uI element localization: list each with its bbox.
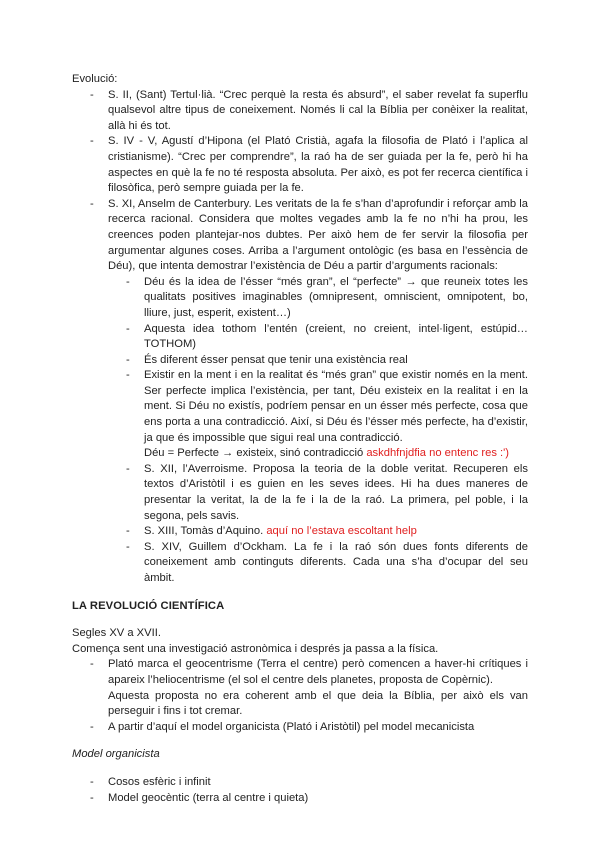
bullet-dash: - [126, 353, 130, 366]
sub-list-item [72, 462, 528, 524]
list-item-text: S. II, (Sant) Tertul·lià. “Crec perquè la resta és absurd”, el saber revelat fa superflu qualsevol altre tipus de coneixement. Només li cal la Bíblia per conèixer la realitat, allà hi és tot. [108, 88, 528, 132]
list-item [72, 197, 528, 275]
comenca-text: Comença sent una investigació astronòmica i després ja passa a la física. [72, 642, 439, 655]
sub-list-item [72, 322, 528, 353]
sub-list-item [72, 368, 528, 462]
sub-list-item-text: S. XIV, Guillem d’Ockham. La fe i la raó són dues fonts diferents de coneixement amb continguts diferents. Cada una s’ha d’ocupar del seu àmbit. [144, 540, 528, 584]
list-item [72, 791, 528, 807]
bullet-dash: - [126, 525, 130, 538]
list-item-text: Cosos esfèric i infinit [108, 775, 211, 788]
bullet-dash: - [90, 88, 94, 101]
sub-list-item-continuation [144, 446, 528, 462]
bullet-dash: - [90, 658, 94, 671]
bullet-dash: - [90, 791, 94, 804]
segles-text: Segles XV a XVII. [72, 627, 161, 640]
model-title: Model organicista [72, 748, 160, 761]
list-item [72, 775, 528, 791]
document-page [72, 72, 528, 806]
sub-list-item [72, 524, 528, 540]
sub-list-item-text: S. XIII, Tomàs d’Aquino. [144, 525, 264, 538]
bullet-dash: - [126, 540, 130, 553]
sub-list-item-text: És diferent ésser pensat que tenir una existència real [144, 353, 408, 366]
sub-list-item-text: Déu és la idea de l’ésser “més gran”, el “perfecte” → que reuneix totes les qualitats positives imaginables (omnipresent, omniscient, omnipotent, bo, lliure, just, esperit, existent…) [144, 275, 528, 319]
list-item-text: Model geocèntic (terra al centre i quieta) [108, 791, 309, 804]
sub-list-item [72, 275, 528, 322]
sub-list-item-text: Existir en la ment i en la realitat és “més gran” que existir només en la ment. Ser perfecte implica l’existència, per tant, Déu existeix en la realitat i en la ment. Si Déu no existís, podríem pensar en un ésser més perfecte, cosa que ens porta a una contradicció. Així, si Déu és l’ésser més perfecte, ha d’existir, ja que és impossible que sigui real una contradicció. [144, 369, 528, 444]
section-heading: LA REVOLUCIÓ CIENTÍFICA [72, 599, 225, 612]
bullet-dash: - [126, 462, 130, 475]
list-item-text: S. XI, Anselm de Canterbury. Les veritats de la fe s’han d’aprofundir i reforçar amb la recerca racional. Considera que moltes vegades amb la fe no n’hi ha prou, les creences poden plantejar-nos dubtes. Per això hem de fer servir la filosofia per argumentar algunes coses. Arriba a l’argument ontològic (es basa en l’essència de Déu), que intenta demostrar l’existència de Déu a partir d’arguments racionals: [108, 197, 528, 273]
bullet-dash: - [90, 135, 94, 148]
list-item-text: S. IV - V, Agustí d’Hipona (el Plató Cristià, agafa la filosofia de Plató i l’aplica al cristianisme). “Crec per comprendre”, la raó ha de ser guiada per la fe, però hi ha aspectes en què la fe no té resposta absoluta. Per això, es pot fer recerca científica i filosòfica, però sempre guiada per la fe. [108, 135, 528, 195]
sub-list-item [72, 353, 528, 369]
bullet-dash: - [90, 720, 94, 733]
bullet-dash: - [90, 197, 94, 210]
list-item [72, 88, 528, 135]
bullet-dash: - [90, 775, 94, 788]
spacer [72, 763, 528, 775]
bullet-dash: - [126, 275, 130, 288]
list-item [72, 134, 528, 196]
red-note: aquí no l’estava escoltant help [266, 525, 417, 538]
list-item [72, 720, 528, 736]
list-item-text: Plató marca el geocentrisme (Terra el centre) però comencen a haver-hi crítiques i apareix l’heliocentrisme (el sol el centre dels planetes, proposta de Copèrnic). [108, 658, 528, 686]
spacer [72, 735, 528, 747]
sub-list-item-text: Aquesta idea tothom l’entén (creient, no creient, intel·ligent, estúpid… TOTHOM) [144, 322, 528, 351]
list-item-text: A partir d’aquí el model organicista (Plató i Aristòtil) pel model mecanicista [108, 720, 475, 733]
sub-list-item [72, 540, 528, 587]
bullet-dash: - [126, 322, 130, 335]
sub-list-item-text: S. XII, l’Averroisme. Proposa la teoria de la doble veritat. Recuperen els textos d’Aristòtil i es guien en les seves idees. Hi ha dues maneres de presentar la veritat, la de la fe i la de la raó. La primera, pel poble, i la segona, pels savis. [144, 462, 528, 522]
equation-line: Déu = Perfecte → existeix, sinó contradicció [144, 447, 364, 460]
bullet-dash: - [126, 369, 130, 382]
evolucio-label: Evolució: [72, 73, 118, 85]
red-note: askdhfnjdfia no entenc res :') [366, 447, 509, 460]
list-item [72, 657, 528, 719]
list-item-continuation: Aquesta proposta no era coherent amb el que deia la Bíblia, per això els van perseguir i fins i tot cremar. [108, 689, 528, 718]
sub-list-item-text-wrap [144, 524, 528, 540]
